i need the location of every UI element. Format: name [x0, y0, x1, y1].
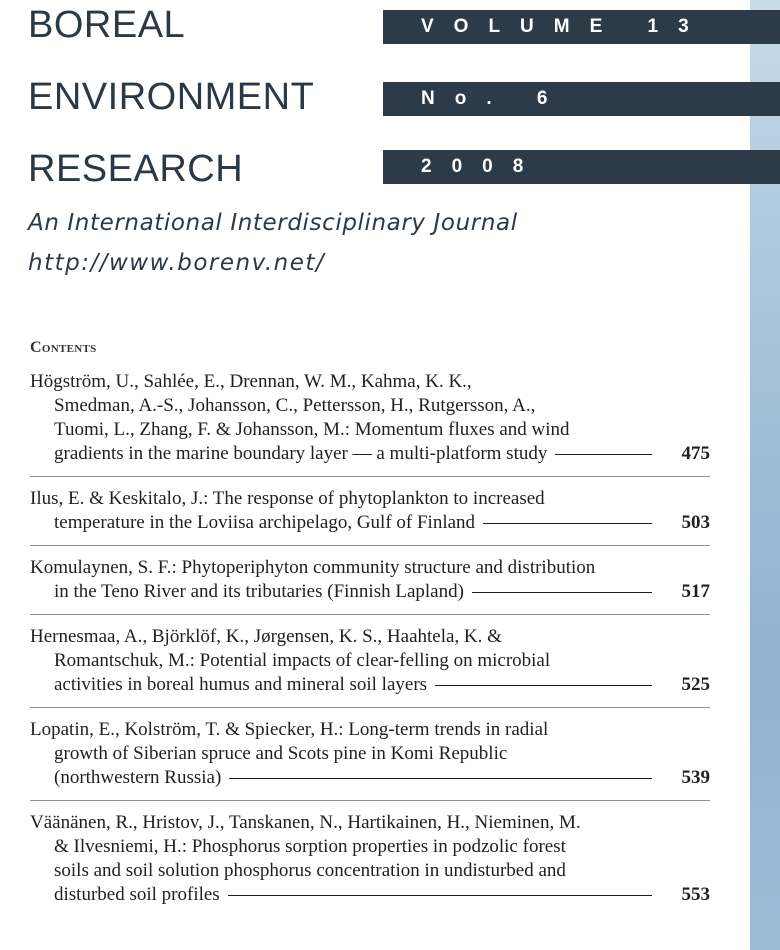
entry-separator	[30, 545, 710, 546]
entry-line-text: (northwestern Russia)	[54, 767, 222, 788]
entry-line	[30, 394, 710, 418]
leader-line	[229, 778, 652, 779]
journal-url: http://www.borenv.net/	[28, 250, 326, 276]
decorative-side-strip	[750, 0, 780, 950]
leader-line	[472, 592, 652, 593]
entry-line-text: gradients in the marine boundary layer — a multi-platform study	[54, 443, 548, 464]
entry-line	[30, 718, 710, 742]
journal-title-line-1: BOREAL	[28, 4, 186, 46]
volume-bar: VOLUME 13	[383, 10, 780, 44]
leader-line	[483, 523, 652, 524]
entry-line	[30, 418, 710, 442]
entry-line	[30, 511, 710, 535]
entry-line	[30, 835, 710, 859]
year-bar: 2008	[383, 150, 780, 184]
entry-line	[30, 742, 710, 766]
entry-line-text: growth of Siberian spruce and Scots pine in Komi Republic	[54, 743, 508, 764]
contents-entry[interactable]	[30, 718, 710, 790]
page-number: 525	[681, 674, 710, 695]
entry-separator	[30, 476, 710, 477]
contents-entry[interactable]	[30, 811, 710, 907]
journal-subtitle: An International Interdisciplinary Journal	[28, 210, 518, 236]
entry-separator	[30, 614, 710, 615]
page-number: 503	[681, 512, 710, 533]
entry-line	[30, 859, 710, 883]
entry-line-text: disturbed soil profiles	[54, 884, 220, 905]
entry-line	[30, 580, 710, 604]
entry-line	[30, 811, 710, 835]
contents-entry[interactable]	[30, 370, 710, 466]
entry-line	[30, 883, 710, 907]
entry-line	[30, 487, 710, 511]
leader-line	[555, 454, 652, 455]
entry-line	[30, 625, 710, 649]
issue-number-bar: No. 6	[383, 82, 780, 116]
entry-line-text: Lopatin, E., Kolström, T. & Spiecker, H.: Long-term trends in radial	[30, 719, 549, 740]
contents-heading: Contents	[30, 339, 97, 356]
entry-line-text: Smedman, A.-S., Johansson, C., Pettersson, H., Rutgersson, A.,	[54, 395, 536, 416]
entry-line-text: soils and soil solution phosphorus concentration in undisturbed and	[54, 860, 566, 881]
journal-title-line-3: RESEARCH	[28, 148, 244, 190]
entry-line-text: Romantschuk, M.: Potential impacts of clear-felling on microbial	[54, 650, 551, 671]
leader-line	[435, 685, 652, 686]
contents-entry[interactable]	[30, 556, 710, 604]
journal-title-line-2: ENVIRONMENT	[28, 76, 315, 118]
page-number: 539	[681, 767, 710, 788]
entry-line-text: Komulaynen, S. F.: Phytoperiphyton community structure and distribution	[30, 557, 596, 578]
leader-line	[228, 895, 652, 896]
entry-line-text: Högström, U., Sahlée, E., Drennan, W. M., Kahma, K. K.,	[30, 371, 472, 392]
entry-line-text: in the Teno River and its tributaries (Finnish Lapland)	[54, 581, 464, 602]
table-of-contents	[30, 370, 710, 907]
entry-separator	[30, 800, 710, 801]
entry-line-text: Tuomi, L., Zhang, F. & Johansson, M.: Momentum fluxes and wind	[54, 419, 570, 440]
entry-line	[30, 649, 710, 673]
entry-line	[30, 370, 710, 394]
page-number: 553	[681, 884, 710, 905]
contents-entry[interactable]	[30, 625, 710, 697]
entry-line-text: temperature in the Loviisa archipelago, Gulf of Finland	[54, 512, 476, 533]
entry-line-text: Hernesmaa, A., Björklöf, K., Jørgensen, K. S., Haahtela, K. &	[30, 626, 502, 647]
entry-line	[30, 556, 710, 580]
entry-line-text: activities in boreal humus and mineral soil layers	[54, 674, 428, 695]
entry-separator	[30, 707, 710, 708]
contents-entry[interactable]	[30, 487, 710, 535]
entry-line-text: Väänänen, R., Hristov, J., Tanskanen, N., Hartikainen, H., Nieminen, M.	[30, 812, 581, 833]
entry-line	[30, 766, 710, 790]
page-number: 517	[681, 581, 710, 602]
entry-line-text: Ilus, E. & Keskitalo, J.: The response of phytoplankton to increased	[30, 488, 545, 509]
page-number: 475	[681, 443, 710, 464]
entry-line	[30, 442, 710, 466]
entry-line	[30, 673, 710, 697]
entry-line-text: & Ilvesniemi, H.: Phosphorus sorption properties in podzolic forest	[54, 836, 566, 857]
